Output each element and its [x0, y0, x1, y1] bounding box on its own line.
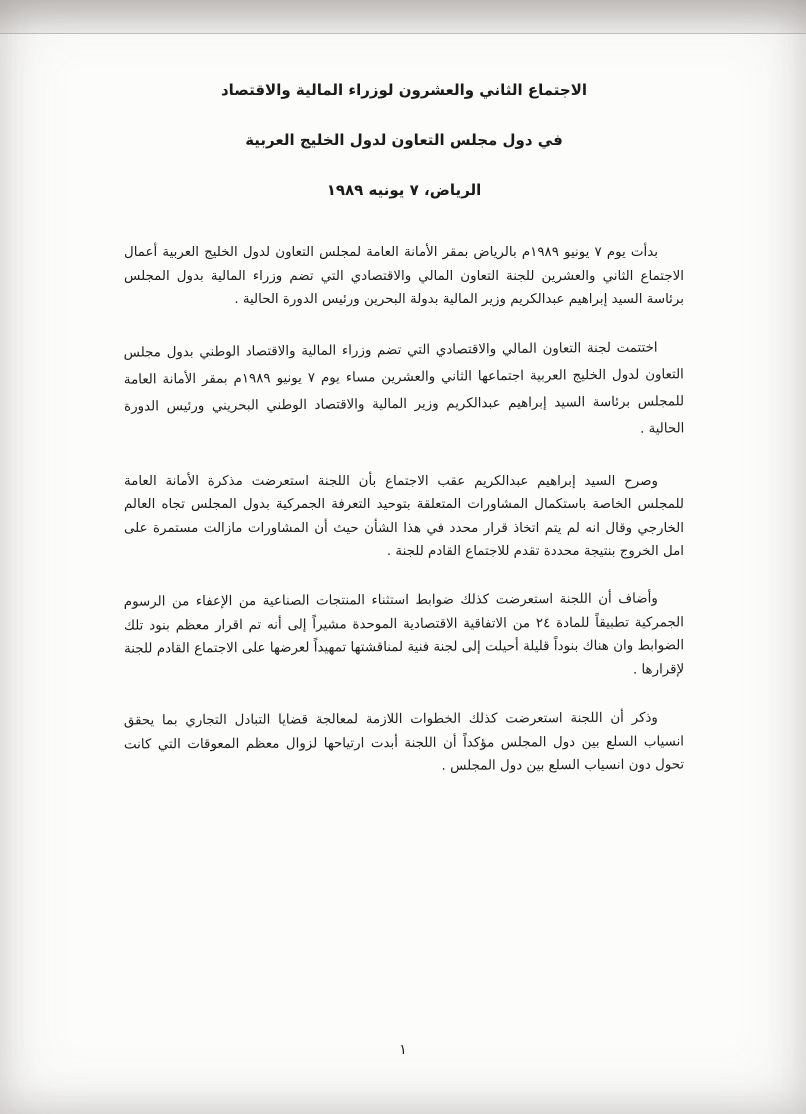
paragraph: وصرح السيد إبراهيم عبدالكريم عقب الاجتماع بأن اللجنة استعرضت مذكرة الأمانة العامة للمجلس الخاصة باستكمال المشاورات المتعلقة بتوحيد التعرفة الجمركية بدول المجلس تجاه العالم الخارجي وقال انه لم يتم اتخاذ قرار محدد في هذا الشأن حيث أن المشاورات مازالت مستمرة على امل الخروج بنتيجة محددة تقدم للاجتماع القادم للجنة . [124, 473, 684, 559]
document-header [124, 80, 684, 201]
doc-title-line-1: الاجتماع الثاني والعشرون لوزراء المالية والاقتصاد [220, 81, 588, 99]
scan-top-band [0, 0, 806, 34]
page-number: ١ [399, 1042, 407, 1058]
paragraph: وذكر أن اللجنة استعرضت كذلك الخطوات اللازمة لمعالجة قضايا التبادل التجاري بما يحقق انسياب السلع بين دول المجلس مؤكداً أن اللجنة أبدت ارتياحها لزوال معظم المعوقات التي كانت تحول دون انسياب السلع بين دول المجلس . [123, 710, 685, 774]
paragraph: اختتمت لجنة التعاون المالي والاقتصادي التي تضم وزراء المالية والاقتصاد الوطني بدول مجلس التعاون لدول الخليج العربية اجتماعها الثاني والعشرين مساء يوم ٧ يونيو ١٩٨٩م بمقر الأمانة العامة للمجلس برئاسة السيد إبراهيم عبدالكريم وزير المالية والاقتصاد الوطني البحريني ورئيس الدورة الحالية . [123, 340, 685, 437]
doc-title-line-2: في دول مجلس التعاون لدول الخليج العربية [245, 131, 563, 149]
paragraph: وأضاف أن اللجنة استعرضت كذلك ضوابط استثناء المنتجات الصناعية من الإعفاء من الرسوم الجمركية تطبيقاً للمادة ٢٤ من الاتفاقية الاقتصادية الموحدة مشيراً إلى أنه تم اقرار معظم بنود تلك الضوابط وان هناك بنوداً قليلة أحيلت إلى لجنة فنية لمناقشتها تمهيداً لعرضها على الاجتماع القادم للجنة لإقرارها . [123, 590, 685, 677]
doc-title-line-3-date-location: الرياض، ٧ يونيه ١٩٨٩ [326, 181, 482, 199]
document-body [124, 241, 684, 778]
document-content [0, 36, 806, 1114]
paragraph: بدأت يوم ٧ يونيو ١٩٨٩م بالرياض بمقر الأمانة العامة لمجلس التعاون لدول الخليج العربية أعمال الاجتماع الثاني والعشرين للجنة التعاون المالي والاقتصادي التي تضم وزراء المالية بدول المجلس برئاسة السيد إبراهيم عبدالكريم وزير المالية بدولة البحرين ورئيس الدورة الحالية . [124, 245, 684, 307]
